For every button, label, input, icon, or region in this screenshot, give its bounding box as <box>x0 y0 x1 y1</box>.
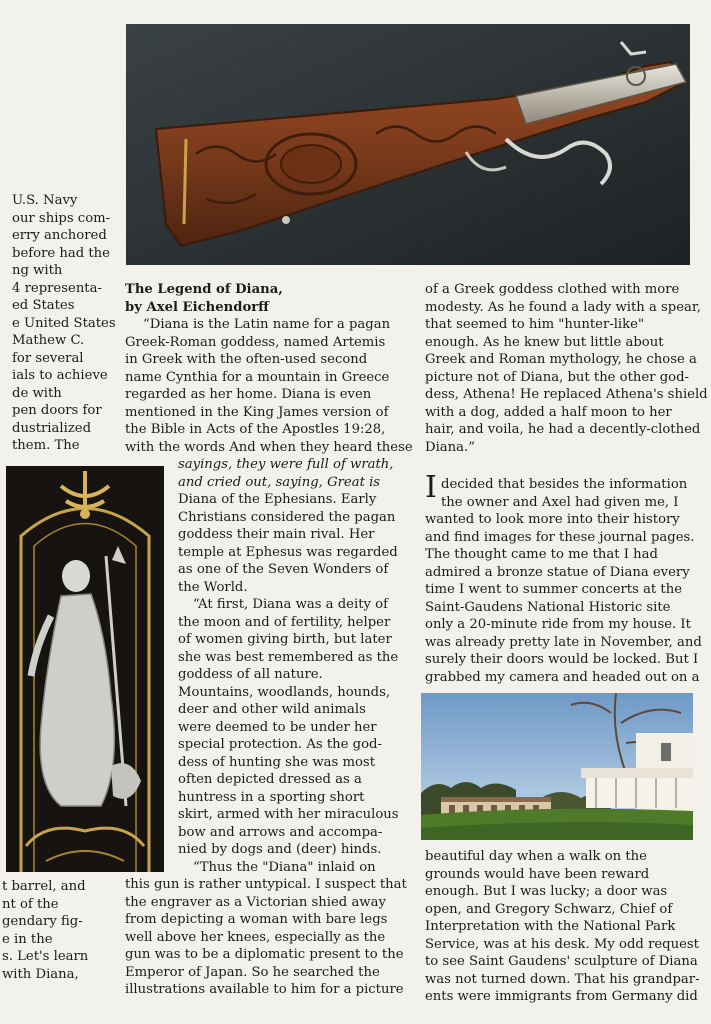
text-line: Diana of the Ephesians. Early <box>178 492 377 507</box>
text-line: e United States <box>12 315 116 331</box>
text-line: and find images for these journal pages. <box>425 529 695 545</box>
text-line: bow and arrows and accompa- <box>178 824 383 840</box>
text-line: nied by dogs and (deer) hinds. <box>178 842 382 857</box>
text-line: in Greek with the often-used second <box>125 352 368 367</box>
text-line: pen doors for <box>12 403 102 418</box>
drop-cap: I <box>425 470 437 505</box>
text-line: this gun is rather untypical. I suspect that <box>125 877 407 892</box>
text-line: with the words And when they heard these <box>125 439 413 455</box>
text-line: huntress in a sporting short <box>178 789 365 805</box>
text-line: s. Let's learn <box>2 949 89 964</box>
text-line: from depicting a woman with bare legs <box>125 912 388 927</box>
text-line: Service, was at his desk. My odd request <box>425 936 699 952</box>
text-line: time I went to summer concerts at the <box>425 582 683 597</box>
text-line: Mountains, woodlands, hounds, <box>178 684 391 700</box>
text-line: modesty. As he found a lady with a spear, <box>425 299 701 315</box>
text-line: as one of the Seven Wonders of <box>178 562 389 577</box>
text-line: the owner and Axel had given me, I <box>441 494 679 510</box>
text-line: name Cynthia for a mountain in Greece <box>125 369 390 385</box>
text-line: gun was to be a diplomatic present to the <box>125 947 404 962</box>
text-line: t barrel, and <box>2 879 86 894</box>
text-line: our ships com- <box>12 210 111 226</box>
text-line: dess, Athena! He replaced Athena's shield <box>425 387 708 402</box>
text-line: ials to achieve <box>12 368 108 383</box>
gun-stock-photo <box>126 24 690 265</box>
text-line: and cried out, saying, Great is <box>178 474 381 490</box>
text-line: Greek-Roman goddess, named Artemis <box>125 334 386 350</box>
text-line: illustrations available to him for a picture <box>125 982 404 997</box>
text-line: “Thus the "Diana" inlaid on <box>193 859 376 875</box>
text-line: well above her knees, especially as the <box>125 929 386 945</box>
text-line: erry anchored <box>12 228 107 243</box>
text-line: of women giving birth, but later <box>178 632 392 647</box>
text-line: grabbed my camera and headed out on a <box>425 669 700 685</box>
text-line: special protection. As the god- <box>178 737 382 752</box>
text-line: them. The <box>12 438 80 453</box>
text-line: e in the <box>2 931 53 947</box>
text-line: she was best remembered as the <box>178 649 399 665</box>
text-line: before had the <box>12 245 110 261</box>
diana-inlay-photo <box>6 466 164 872</box>
text-line: ng with <box>12 263 63 278</box>
text-line: The thought came to me that I had <box>425 547 658 562</box>
text-line: goddess their main rival. Her <box>178 527 375 542</box>
text-line: nt of the <box>2 896 59 912</box>
text-line: Interpretation with the National Park <box>425 919 676 934</box>
text-line: surely their doors would be locked. But I <box>425 652 699 667</box>
text-line: temple at Ephesus was regarded <box>178 544 398 560</box>
text-line: beautiful day when a walk on the <box>425 849 647 864</box>
text-line: only a 20-minute ride from my house. It <box>425 617 691 632</box>
text-line: with Diana, <box>2 966 79 982</box>
text-line: Mathew C. <box>12 333 85 348</box>
text-line: enough. As he knew but little about <box>425 334 664 350</box>
text-line: U.S. Navy <box>12 193 78 208</box>
text-line: regarded as her home. Diana is even <box>125 387 372 402</box>
text-line: sayings, they were full of wrath, <box>178 457 394 472</box>
article-byline: by Axel Eichendorff <box>125 299 270 315</box>
text-line: deer and other wild animals <box>178 702 366 717</box>
text-line: Christians considered the pagan <box>178 509 396 525</box>
text-line: grounds would have been reward <box>425 866 650 882</box>
text-line: goddess of all nature. <box>178 667 323 682</box>
text-line: of a Greek goddess clothed with more <box>425 282 680 297</box>
text-line: skirt, armed with her miraculous <box>178 807 399 822</box>
text-line: with a dog, added a half moon to her <box>425 404 672 420</box>
text-line: dess of hunting she was most <box>178 754 375 770</box>
text-line: open, and Gregory Schwarz, Chief of <box>425 901 673 917</box>
text-line: hair, and voila, he had a decently-clothed <box>425 422 701 437</box>
text-line: dustrialized <box>12 420 92 436</box>
text-line: gendary fig- <box>2 914 83 929</box>
text-line: picture not of Diana, but the other god- <box>425 369 689 385</box>
text-line: the World. <box>178 579 248 595</box>
text-line: ed States <box>12 298 75 313</box>
text-line: for several <box>12 350 84 366</box>
text-line: mentioned in the King James version of <box>125 404 389 420</box>
saint-gaudens-site-photo <box>421 693 693 840</box>
text-line: Saint-Gaudens National Historic site <box>425 599 671 615</box>
text-line: wanted to look more into their history <box>425 512 680 527</box>
text-line: was not turned down. That his grandpar- <box>425 971 700 987</box>
text-line: Diana.” <box>425 439 475 455</box>
text-line: were deemed to be under her <box>178 719 377 735</box>
text-line: 4 representa- <box>12 280 102 296</box>
text-line: that seemed to him "hunter-like" <box>425 317 645 332</box>
text-line: the engraver as a Victorian shied away <box>125 894 386 910</box>
text-line: to see Saint Gaudens' sculpture of Diana <box>425 954 698 969</box>
article-title: The Legend of Diana, <box>125 282 283 297</box>
text-line: ents were immigrants from Germany did <box>425 989 698 1004</box>
text-line: was already pretty late in November, and <box>425 634 702 650</box>
text-line: enough. But I was lucky; a door was <box>425 884 668 899</box>
text-line: Greek and Roman mythology, he chose a <box>425 352 697 367</box>
text-line: the Bible in Acts of the Apostles 19:28, <box>125 422 386 437</box>
text-line: decided that besides the information <box>441 477 688 492</box>
text-line: de with <box>12 385 62 401</box>
text-line: admired a bronze statue of Diana every <box>425 564 690 580</box>
text-line: “Diana is the Latin name for a pagan <box>143 317 391 332</box>
text-line: Emperor of Japan. So he searched the <box>125 964 380 980</box>
text-line: often depicted dressed as a <box>178 772 362 787</box>
text-line: the moon and of fertility, helper <box>178 614 391 630</box>
text-line: “At first, Diana was a deity of <box>193 597 388 612</box>
